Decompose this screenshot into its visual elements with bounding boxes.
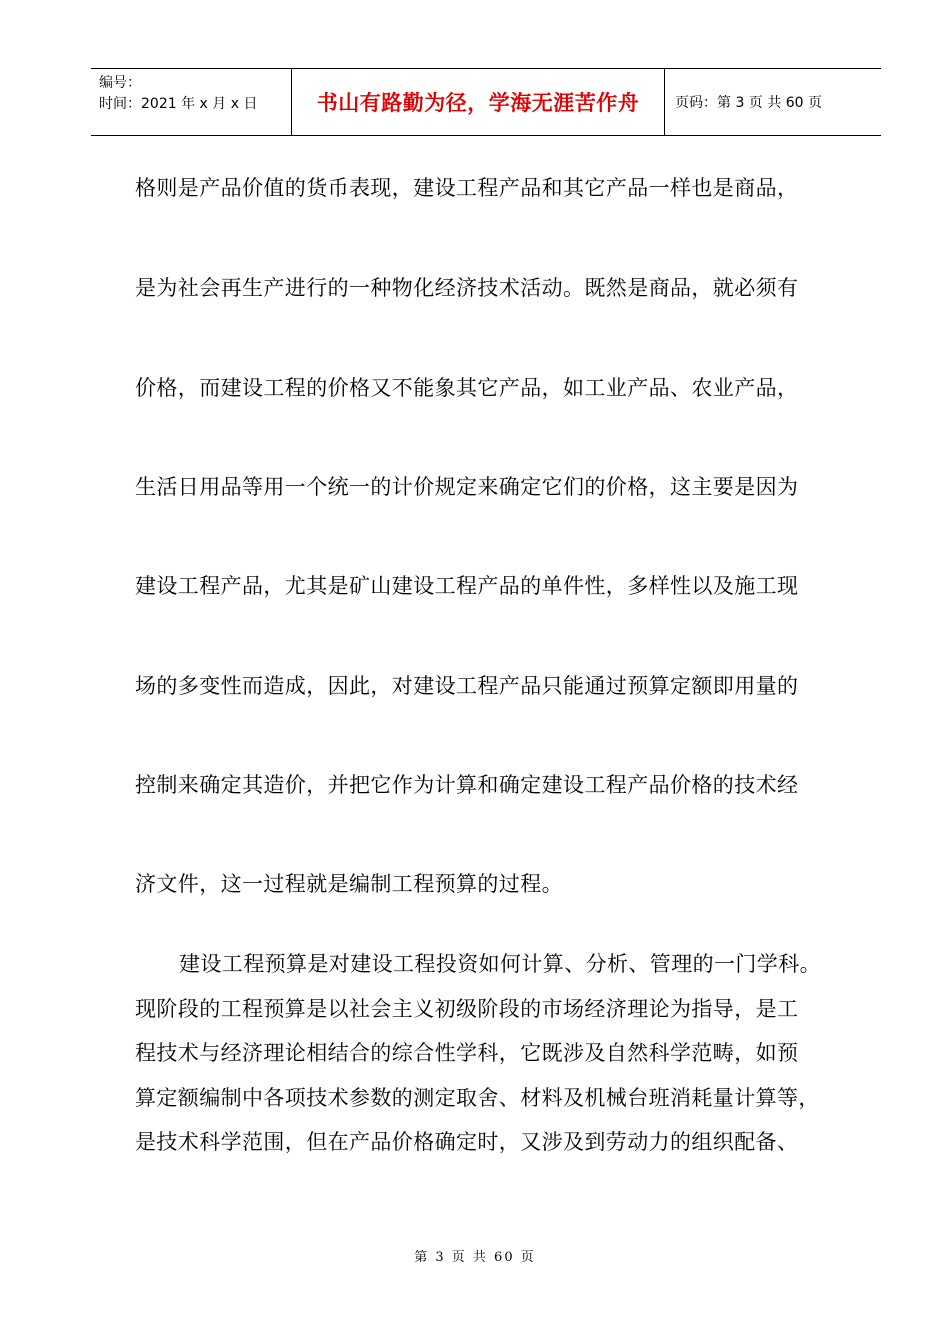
page-footer — [0, 1246, 950, 1265]
paragraph-2-line: 程技术与经济理论相结合的综合性学科，它既涉及自然科学范畴，如预 — [135, 1041, 799, 1065]
paragraph-1-line: 是为社会再生产进行的一种物化经济技术活动。既然是商品，就必须有 — [135, 276, 799, 300]
paragraph-2-line: 现阶段的工程预算是以社会主义初级阶段的市场经济理论为指导，是工 — [135, 996, 799, 1021]
footer-page-number: 第 3 页 共 60 页 — [414, 1250, 536, 1265]
serial-number-label: 编号： — [99, 75, 141, 91]
date-label: 时间：2021 年 x 月 x 日 — [99, 96, 258, 112]
header-motto-cell — [292, 69, 665, 135]
header-meta-cell — [91, 69, 292, 135]
header-motto: 书山有路勤为径，学海无涯苦作舟 — [316, 91, 640, 115]
paragraph-1-line: 价格，而建设工程的价格又不能象其它产品，如工业产品、农业产品， — [135, 376, 799, 400]
paragraph-2 — [135, 942, 857, 1165]
paragraph-1-line: 建设工程产品，尤其是矿山建设工程产品的单件性，多样性以及施工现 — [135, 574, 799, 598]
paragraph-2-line: 是技术科学范围，但在产品价格确定时，又涉及到劳动力的组织配备、 — [135, 1130, 799, 1154]
paragraph-1-line: 济文件，这一过程就是编制工程预算的过程。 — [135, 872, 563, 896]
paragraph-2-line: 算定额编制中各项技术参数的测定取舍、材料及机械台班消耗量计算等， — [135, 1085, 820, 1110]
paragraph-1-line: 场的多变性而造成，因此，对建设工程产品只能通过预算定额即用量的 — [135, 674, 799, 698]
paragraph-1-line: 格则是产品价值的货币表现，建设工程产品和其它产品一样也是商品， — [135, 176, 799, 200]
header-page-cell — [665, 69, 881, 135]
paragraph-2-line: 建设工程预算是对建设工程投资如何计算、分析、管理的一门学科。 — [179, 952, 821, 976]
header-page-info: 页码：第 3 页 共 60 页 — [675, 95, 822, 111]
page-header — [91, 68, 881, 136]
paragraph-1-line: 生活日用品等用一个统一的计价规定来确定它们的价格，这主要是因为 — [135, 475, 799, 499]
paragraph-1-line: 控制来确定其造价，并把它作为计算和确定建设工程产品价格的技术经 — [135, 773, 799, 797]
